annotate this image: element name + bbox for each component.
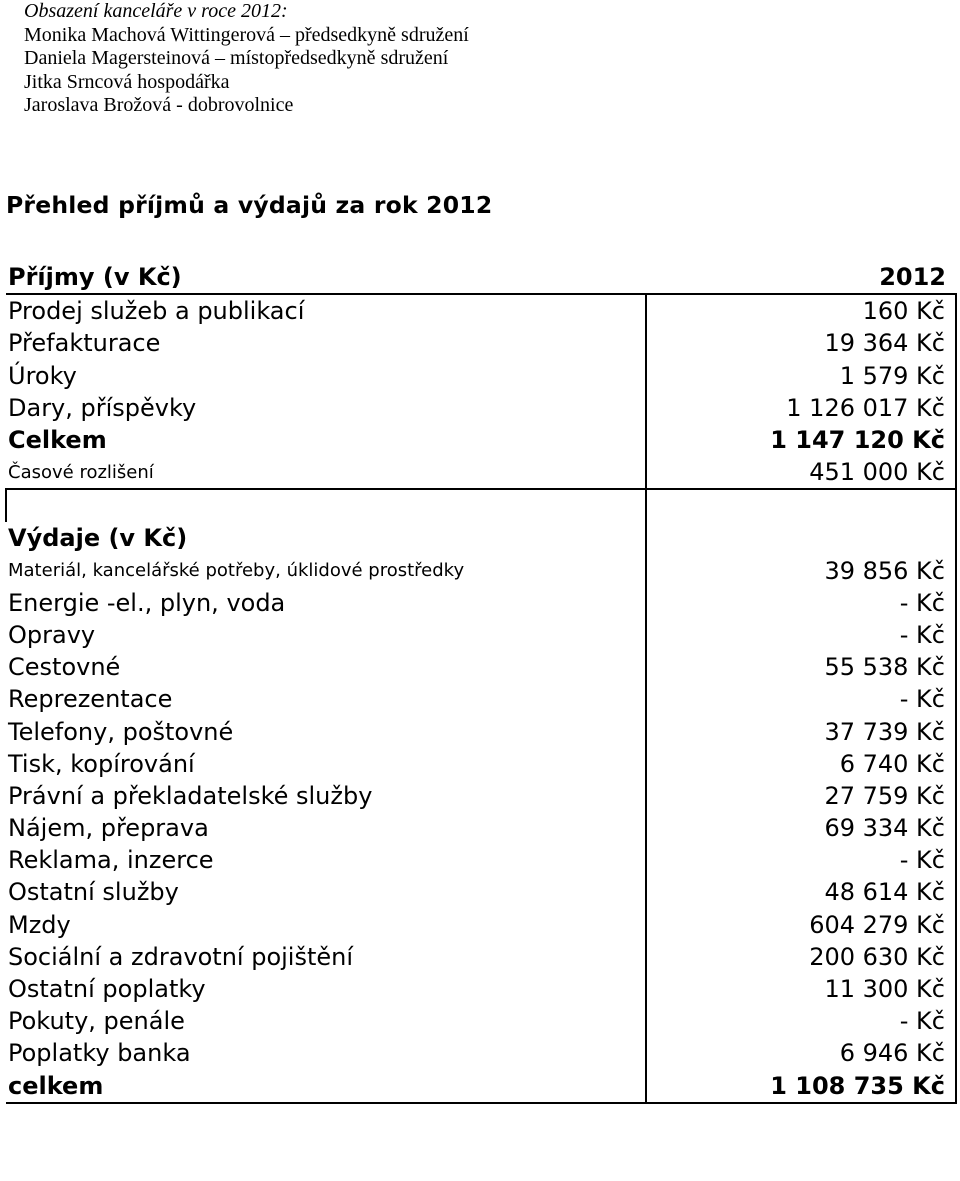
row-label: Přefakturace: [8, 329, 161, 358]
table-row: [6, 909, 956, 941]
staff-member: Daniela Magersteinová – místopředsedkyně sdružení: [24, 47, 449, 69]
income-header-row: [6, 261, 956, 294]
row-value: - Kč: [646, 844, 956, 876]
row-label: Nájem, přeprava: [8, 814, 209, 843]
row-label: Tisk, kopírování: [8, 749, 195, 778]
row-label: Materiál, kancelářské potřeby, úklidové prostředky: [8, 560, 465, 582]
expenses-header-label: Výdaje (v Kč): [8, 524, 188, 553]
row-label: Sociální a zdravotní pojištění: [8, 942, 354, 971]
table-row: [6, 587, 956, 619]
row-value: 1 147 120 Kč: [646, 424, 956, 456]
row-label: Celkem: [8, 426, 107, 455]
row-value: 451 000 Kč: [646, 456, 956, 489]
table-row: [6, 941, 956, 973]
row-value: 69 334 Kč: [646, 812, 956, 844]
row-value: 200 630 Kč: [646, 941, 956, 973]
row-label: Cestovné: [8, 653, 121, 682]
table-row: [6, 844, 956, 876]
table-row: [6, 456, 956, 489]
income-header-label: Příjmy (v Kč): [6, 261, 646, 294]
table-row: [6, 294, 956, 327]
finance-table: [5, 261, 957, 1104]
row-value: 11 300 Kč: [646, 973, 956, 1005]
row-label: celkem: [6, 1070, 646, 1103]
table-row: [6, 1037, 956, 1069]
table-row: [6, 1005, 956, 1037]
table-row: [6, 651, 956, 683]
expenses-total-row: [6, 1070, 956, 1103]
row-label: Ostatní poplatky: [8, 975, 206, 1004]
row-value: - Kč: [646, 1005, 956, 1037]
staff-heading: Obsazení kanceláře v roce 2012:: [24, 0, 288, 22]
spacer-row: [6, 489, 956, 522]
table-row: [6, 360, 956, 392]
row-label: Ostatní služby: [8, 878, 179, 907]
row-value: - Kč: [646, 683, 956, 715]
table-row: [6, 555, 956, 587]
row-value: 1 579 Kč: [646, 360, 956, 392]
row-label: Opravy: [8, 620, 96, 649]
row-value: 48 614 Kč: [646, 876, 956, 908]
staff-member: Jaroslava Brožová - dobrovolnice: [24, 94, 294, 116]
overview-title: Přehled příjmů a výdajů za rok 2012: [6, 191, 493, 219]
row-value: 39 856 Kč: [646, 555, 956, 587]
row-value: 1 108 735 Kč: [646, 1070, 956, 1103]
row-label: Úroky: [8, 361, 77, 390]
staff-member: Monika Machová Wittingerová – předsedkyně sdružení: [24, 23, 469, 46]
row-value: 160 Kč: [646, 294, 956, 327]
staff-member: Jitka Srncová hospodářka: [24, 70, 230, 93]
row-label: Prodej služeb a publikací: [8, 297, 305, 326]
row-label: Telefony, poštovné: [8, 717, 234, 746]
row-label: Mzdy: [8, 910, 71, 939]
row-value: 6 740 Kč: [646, 748, 956, 780]
table-row: [6, 683, 956, 715]
row-value: 27 759 Kč: [646, 780, 956, 812]
row-label: Pokuty, penále: [8, 1007, 185, 1036]
table-row: [6, 392, 956, 424]
row-value: 6 946 Kč: [646, 1037, 956, 1069]
row-label: Reprezentace: [8, 685, 173, 714]
staff-section: [24, 0, 469, 118]
row-value: - Kč: [646, 587, 956, 619]
table-row: [6, 715, 956, 747]
row-value: 604 279 Kč: [646, 909, 956, 941]
row-label: Reklama, inzerce: [8, 846, 214, 875]
row-label: Energie -el., plyn, voda: [8, 588, 286, 617]
expenses-header-row: [6, 522, 956, 554]
table-row: [6, 973, 956, 1005]
row-label: Poplatky banka: [8, 1039, 191, 1068]
row-value: 37 739 Kč: [646, 715, 956, 747]
row-value: - Kč: [646, 619, 956, 651]
row-label: Dary, příspěvky: [8, 393, 197, 422]
table-row: [6, 327, 956, 359]
table-row: [6, 812, 956, 844]
row-label: Časové rozlišení: [8, 461, 154, 483]
row-label: Právní a překladatelské služby: [8, 781, 373, 810]
income-total-row: [6, 424, 956, 456]
table-row: [6, 876, 956, 908]
year-header: 2012: [646, 261, 956, 294]
row-value: 19 364 Kč: [646, 327, 956, 359]
table-row: [6, 780, 956, 812]
table-row: [6, 748, 956, 780]
table-row: [6, 619, 956, 651]
row-value: 1 126 017 Kč: [646, 392, 956, 424]
row-value: 55 538 Kč: [646, 651, 956, 683]
